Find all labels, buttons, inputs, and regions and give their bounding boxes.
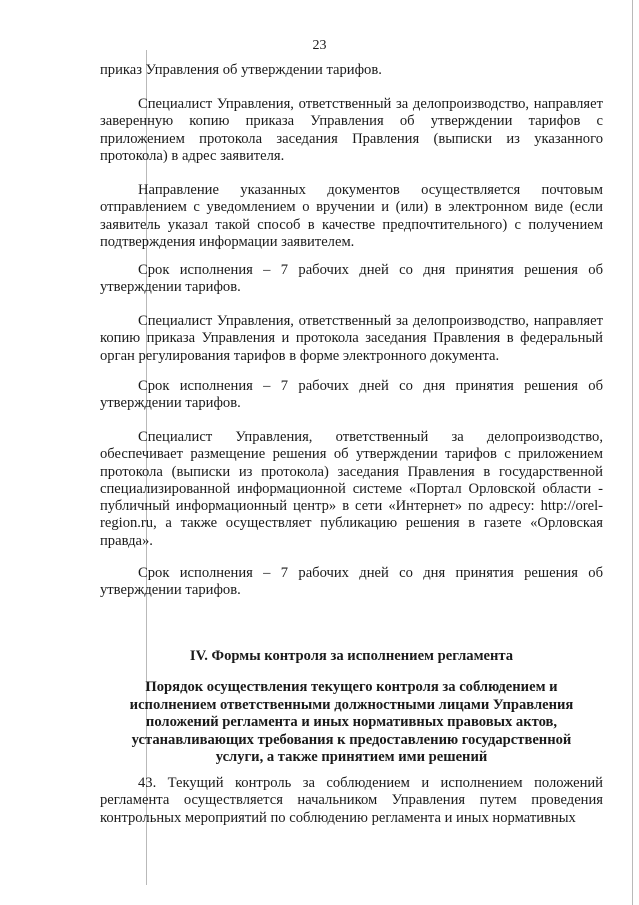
paragraph-deadline-2: Срок исполнения – 7 рабочих дней со дня принятия решения об утверждении тарифов. [100,378,603,412]
paragraph-deadline-1: Срок исполнения – 7 рабочих дней со дня принятия решения об утверждении тарифов. [100,262,603,296]
paragraph-copy-to-applicant: Специалист Управления, ответственный за делопроизводство, направляет заверенную копию приказа Управления об утверждении тарифов с приложением протокола заседания Правления (выписки из указанного протокола) в адрес заявителя. [100,96,603,164]
scan-artifact-edge [632,0,633,905]
paragraph-43: 43. Текущий контроль за соблюдением и исполнением положений регламента осуществляется начальником Управления путем проведения контрольных мероприятий по соблюдению регламента и иных нормативных [100,775,603,826]
paragraph-delivery-method: Направление указанных документов осуществляется почтовым отправлением с уведомлением о вручении и (или) в электронном виде (если заявитель указал такой способ в качестве предпочтительного) с получением подтверждения информации заявителем. [100,182,603,250]
subsection-heading: Порядок осуществления текущего контроля за соблюдением и исполнением ответственными должностными лицами Управления положений регламента и иных нормативных правовых актов, устанавливающих требования к предоставлению государственной услуги, а также принятием ими решений [129,679,574,765]
paragraph-deadline-3: Срок исполнения – 7 рабочих дней со дня принятия решения об утверждении тарифов. [100,565,603,599]
paragraph-publication: Специалист Управления, ответственный за делопроизводство, обеспечивает размещение решения об утверждении тарифов с приложением протокола (выписки из протокола) заседания Правления в государственной специализированной информационной системе «Портал Орловской области - публичный информационный центр» в сети «Интернет» по адресу: http://orel-region.ru, а также осуществляет публикацию решения в газете «Орловская правда». [100,429,603,549]
paragraph-federal-body: Специалист Управления, ответственный за делопроизводство, направляет копию приказа Управления и протокола заседания Правления в федеральный орган регулирования тарифов в форме электронного документа. [100,313,603,364]
page-number: 23 [312,38,327,53]
paragraph-continuation: приказ Управления об утверждении тарифов. [100,62,382,78]
section-heading: IV. Формы контроля за исполнением регламента [189,648,514,664]
